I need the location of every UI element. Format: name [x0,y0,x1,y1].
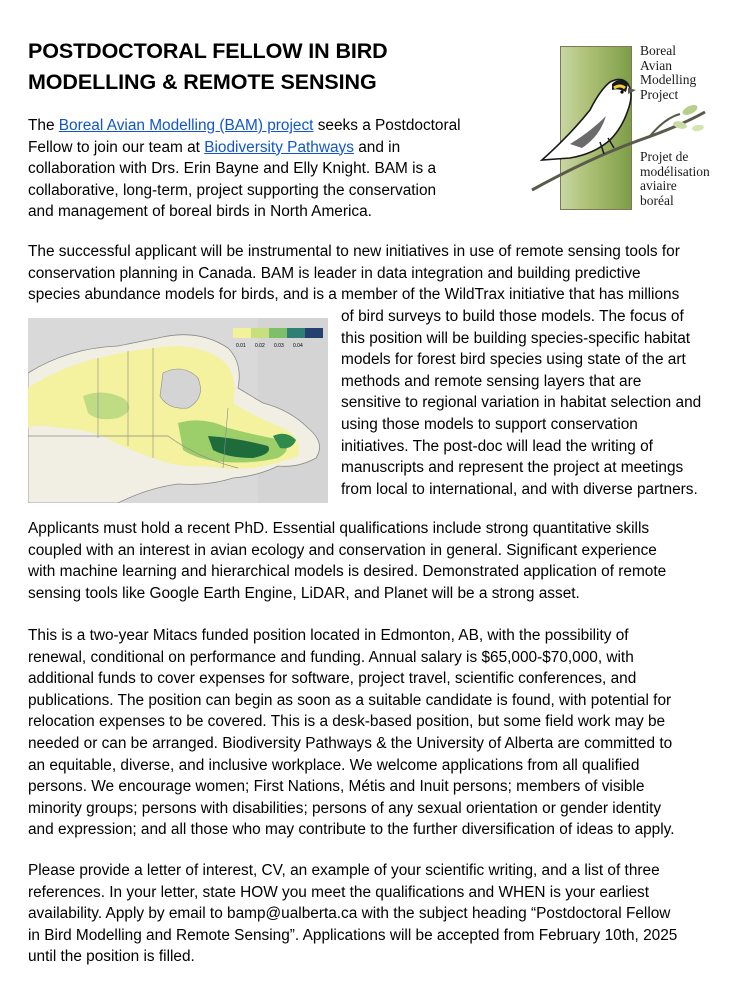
qualifications-line: Applicants must hold a recent PhD. Essential qualifications include strong quantitative skills [28,520,650,537]
bam-project-link[interactable]: Boreal Avian Modelling (BAM) project [58,117,314,134]
map-graphic [28,318,328,503]
logo-en-line: Avian [640,57,672,73]
application-line: until the position is filled. [28,948,195,966]
position-details-paragraph [28,625,728,841]
intro-line-2 [28,137,498,159]
logo-fr-line: boréal [640,192,674,208]
application-line: in Bird Modelling and Remote Sensing”. Applications will be accepted from February 10th, 2025 [28,926,678,944]
application-line: Please provide a letter of interest, CV, an example of your scientific writing, and a list of three [28,862,660,879]
details-line: additional funds to cover expenses for software, project travel, scientific conferences, and [28,670,637,688]
logo-fr-line: modélisation [640,163,710,179]
details-line: needed or can be arranged. Biodiversity Pathways & the University of Alberta are committed to [28,734,673,752]
logo-text-english [640,44,696,102]
bird-abundance-map [28,318,328,503]
bam-logo [530,40,730,212]
title-line-1: POSTDOCTORAL FELLOW IN BIRD [28,39,388,63]
qualifications-paragraph [28,518,728,604]
logo-en-line: Project [640,86,679,102]
role-paragraph-wrapped [341,306,733,500]
qualifications-line: with machine learning and hierarchical models is desired. Demonstrated application of remote [28,563,667,581]
details-line: relocation expenses to be covered. This is a desk-based position, but some field work may be [28,713,666,731]
intro-paragraph [28,115,498,223]
intro-line-3: collaboration with Drs. Erin Bayne and Elly Knight. BAM is a [28,160,437,178]
legend-tick: 0.04 [293,343,303,349]
qualifications-line: coupled with an interest in avian ecology and conservation in general. Significant experience [28,541,657,559]
intro-line-1 [28,115,498,137]
role-line: The successful applicant will be instrumental to new initiatives in use of remote sensing tools for [28,243,680,260]
page-title [28,36,508,98]
role-line: initiatives. The post-doc will lead the writing of [341,437,653,455]
role-line: of bird surveys to build those models. The focus of [341,308,684,325]
details-line: renewal, conditional on performance and funding. Annual salary is $65,000-$70,000, with [28,648,634,666]
role-line: methods and remote sensing layers that are [341,372,642,390]
role-line: using those models to support conservation [341,415,638,433]
title-line-2: MODELLING & REMOTE SENSING [28,70,377,94]
legend-tick: 0.01 [236,343,246,349]
legend-tick: 0.02 [255,343,265,349]
intro-text: seeks a Postdoctoral [313,117,461,134]
application-line: availability. Apply by email to bamp@ualberta.ca with the subject heading “Postdoctoral Fellow [28,905,671,923]
role-line: this position will be building species-specific habitat [341,329,691,347]
details-line: publications. The position can begin as soon as a suitable candidate is found, with potential for [28,691,672,709]
biodiversity-pathways-link[interactable]: Biodiversity Pathways [204,138,354,156]
details-line: an equitable, diverse, and inclusive workplace. We welcome applications from all qualified [28,756,640,774]
role-line: manuscripts and represent the project at meetings [341,459,684,477]
role-line: conservation planning in Canada. BAM is leader in data integration and building predictive [28,264,641,282]
role-line: models for forest bird species using state of the art [341,351,686,369]
role-line: species abundance models for birds, and is a member of the WildTrax initiative that has millions [28,286,680,304]
intro-line-4: collaborative, long-term, project supporting the conservation [28,181,437,199]
logo-en-line: Boreal [640,43,676,58]
logo-fr-line: aviaire [640,178,677,193]
intro-line-5: and management of boreal birds in North America. [28,203,372,221]
details-line: This is a two-year Mitacs funded position located in Edmonton, AB, with the possibility of [28,627,629,644]
logo-fr-line: Projet de [640,149,689,164]
application-paragraph [28,860,728,968]
logo-en-line: Modelling [640,72,697,87]
legend-tick: 0.03 [274,343,284,349]
details-line: minority groups; persons with disabilities; persons of any sexual orientation or gender identity [28,799,662,817]
role-line: sensitive to regional variation in habitat selection and [341,394,702,412]
intro-text: The [28,117,59,134]
intro-text: and in [353,138,401,156]
role-paragraph-top [28,241,728,306]
application-line: references. In your letter, state HOW you meet the qualifications and WHEN is your earliest [28,883,650,901]
details-line: and expression; and all those who may contribute to the further diversification of ideas to apply. [28,821,675,839]
intro-text: Fellow to join our team at [28,138,205,156]
role-line: from local to international, and with diverse partners. [341,480,698,498]
qualifications-line: sensing tools like Google Earth Engine, LiDAR, and Planet will be a strong asset. [28,584,580,602]
details-line: persons. We encourage women; First Nations, Métis and Inuit persons; members of visible [28,778,645,796]
logo-text-french [640,150,710,208]
